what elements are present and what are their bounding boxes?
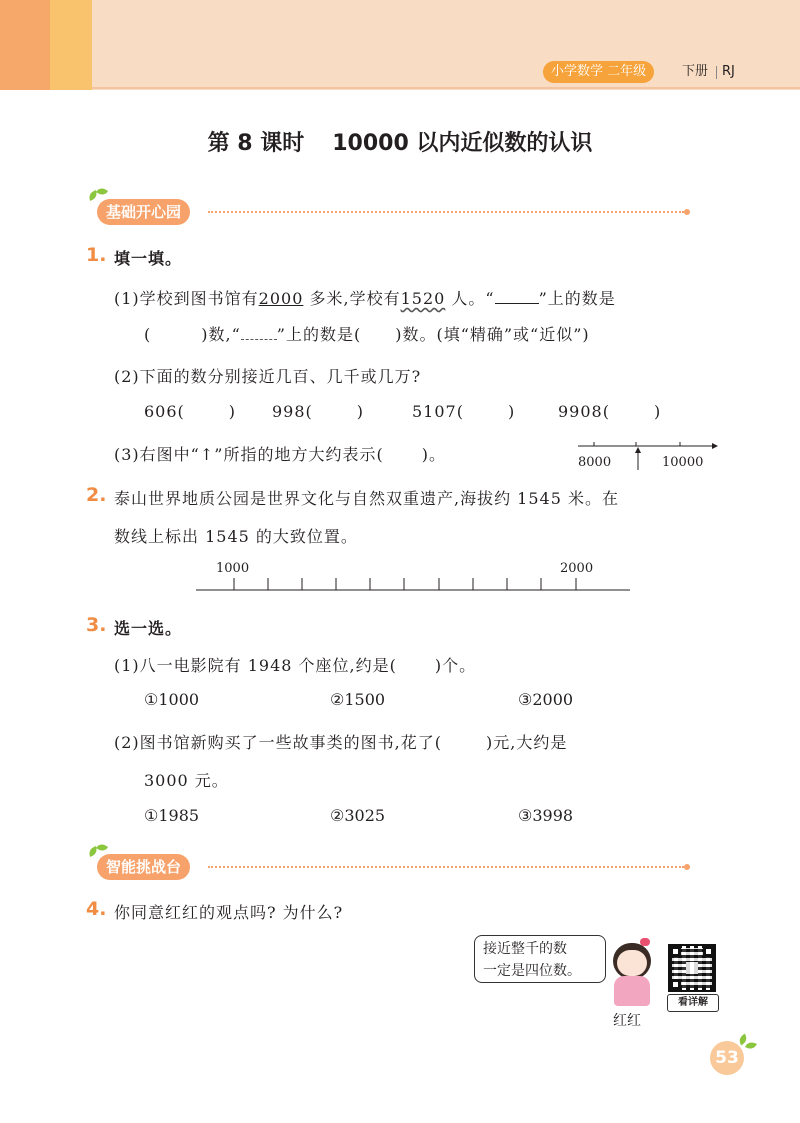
header-color-strip [50, 0, 92, 90]
bubble-text: 接近整千的数 [483, 941, 567, 957]
choice-option[interactable]: ③2000 [518, 690, 574, 709]
qr-finder-icon [670, 946, 681, 957]
question-text: (2)图书馆新购买了一些故事类的图书,花了( )元,大约是 [114, 733, 568, 752]
choice-option[interactable]: ②1500 [330, 690, 386, 709]
answer-blank[interactable] [241, 339, 277, 340]
bubble-text: 一定是四位数。 [483, 963, 581, 979]
qr-finder-icon [703, 946, 714, 957]
choice-option[interactable]: ①1000 [144, 690, 200, 709]
leaf-icon [96, 186, 108, 197]
hair-bow-icon [640, 938, 650, 946]
section-banner-challenge: 智能挑战台 [97, 854, 190, 880]
number-2000: 2000 [258, 289, 304, 308]
header-divider [92, 87, 800, 89]
choice-option[interactable]: ②3025 [330, 806, 386, 825]
axis-label: 1000 [216, 561, 250, 576]
question-title: 选一选。 [114, 619, 183, 638]
qr-finder-icon [670, 979, 681, 990]
estimate-item: 606( ) [144, 402, 237, 421]
question-text: 你同意红红的观点吗? 为什么? [114, 903, 344, 922]
leaf-icon [96, 842, 108, 853]
question-text: ( )数,“ ”上的数是( )数。(填“精确”或“近似”) [144, 325, 590, 344]
section-dotted-line [208, 866, 684, 868]
subject-badge: 小学数学 二年级 [543, 61, 654, 83]
estimate-item: 9908( ) [558, 402, 662, 421]
question-text: 数线上标出 1545 的大致位置。 [114, 527, 358, 546]
axis-label: 2000 [560, 561, 594, 576]
section-dotted-line [208, 211, 684, 213]
girl-character-body [614, 976, 650, 1006]
lesson-topic: 10000 以内近似数的认识 [332, 131, 593, 156]
header-color-strip [0, 0, 50, 90]
up-arrow-icon: ↑ [199, 445, 215, 464]
question-text: 泰山世界地质公园是世界文化与自然双重遗产,海拔约 1545 米。在 [114, 489, 619, 508]
estimate-item: 998( ) [272, 402, 365, 421]
page-number: 53 [715, 1048, 739, 1068]
question-text: (3)右图中“↑”所指的地方大约表示( )。 [114, 445, 446, 464]
answer-blank[interactable] [495, 303, 539, 304]
section-line-end [684, 209, 690, 215]
lesson-number: 第 8 课时 [207, 131, 305, 156]
choice-option[interactable]: ③3998 [518, 806, 574, 825]
question-text: (1)八一电影院有 1948 个座位,约是( )个。 [114, 656, 477, 675]
question-text: (2)下面的数分别接近几百、几千或几万? [114, 367, 422, 386]
axis-label: 10000 [662, 455, 704, 470]
page-title [0, 126, 800, 157]
question-number: 3. [86, 614, 107, 636]
girl-character-face [617, 950, 647, 976]
character-name: 红红 [613, 1013, 641, 1029]
qr-label[interactable]: 看详解 [667, 994, 719, 1012]
question-title: 填一填。 [114, 249, 183, 268]
axis-label: 8000 [578, 455, 612, 470]
section-banner-basic: 基础开心园 [97, 199, 190, 225]
header-separator [716, 66, 717, 79]
number-1520: 1520 [400, 289, 446, 308]
leaf-icon [745, 1041, 757, 1051]
edition-label: RJ [722, 64, 735, 79]
question-text: 3000 元。 [144, 771, 229, 790]
choice-option[interactable]: ①1985 [144, 806, 200, 825]
volume-label: 下册 [682, 64, 709, 79]
question-number: 4. [86, 898, 107, 920]
speech-bubble [474, 935, 606, 983]
question-number: 1. [86, 244, 107, 266]
question-number: 2. [86, 484, 107, 506]
question-text: (1)学校到图书馆有2000 多米,学校有1520 人。“ ”上的数是 [114, 289, 616, 308]
section-line-end [684, 864, 690, 870]
page-header-band [0, 0, 800, 90]
estimate-item: 5107( ) [412, 402, 516, 421]
